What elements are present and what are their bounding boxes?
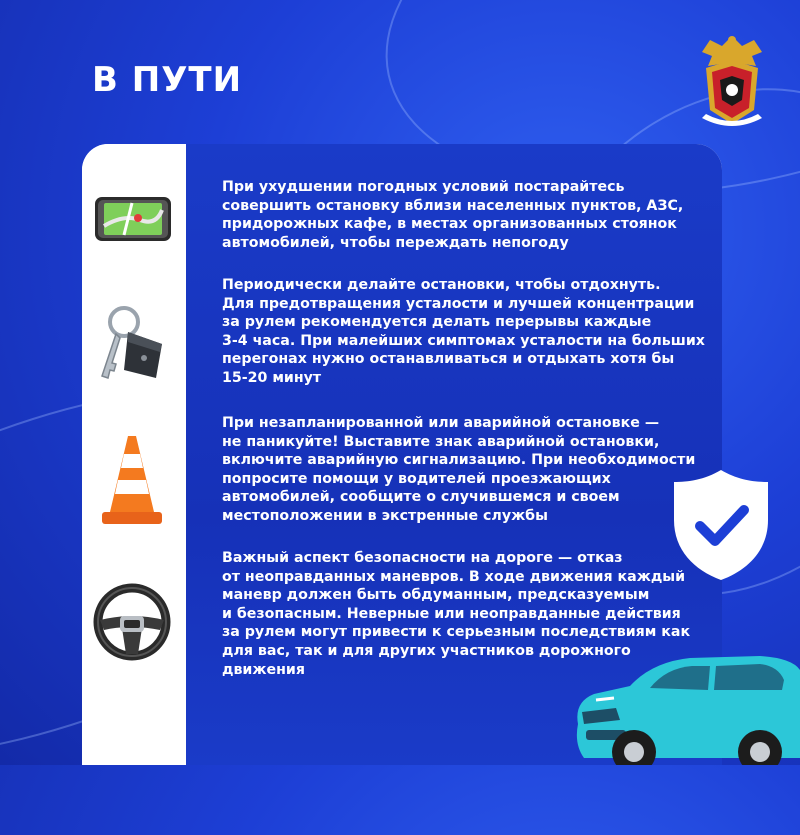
shield-check-icon	[668, 466, 774, 584]
paragraph-rest-stops	[222, 276, 705, 388]
paragraph-line: Периодически делайте остановки, чтобы отдохнуть.	[222, 277, 661, 293]
paragraph-weather	[222, 178, 702, 252]
paragraph-line: за рулем могут привести к серьезным последствиям как	[222, 624, 691, 641]
paragraph-line: не паникуйте! Выставите знак аварийной остановки,	[222, 433, 660, 450]
paragraph-line: местоположении в экстренные службы	[222, 507, 548, 524]
car-key-icon	[94, 300, 170, 384]
paragraph-line: от неоправданных маневров. В ходе движения каждый	[222, 568, 686, 585]
paragraph-line: придорожных кафе, в местах организованных стоянок	[222, 216, 677, 233]
navigator-icon	[94, 196, 172, 242]
paragraph-line: автомобилей, чтобы переждать непогоду	[222, 234, 569, 251]
car-illustration	[560, 640, 800, 765]
paragraph-line: Для предотвращения усталости и лучшей концентрации	[222, 295, 695, 312]
paragraph-line: автомобилей, сообщите о случившемся и своем	[222, 489, 620, 506]
paragraph-line: При ухудшении погодных условий постарайтесь	[222, 179, 625, 195]
paragraph-line: за рулем рекомендуется делать перерывы каждые	[222, 314, 652, 331]
paragraph-line: маневр должен быть обдуманным, предсказуемым	[222, 587, 650, 604]
page-title: В ПУТИ	[92, 60, 243, 100]
paragraph-line: движения	[222, 661, 305, 678]
paragraph-line: 15-20 минут	[222, 369, 322, 386]
steering-wheel-icon	[92, 582, 172, 662]
paragraph-line: совершить остановку вблизи населенных пунктов, АЗС,	[222, 197, 684, 214]
paragraph-line: включите аварийную сигнализацию. При необходимости	[222, 452, 696, 469]
paragraph-line: попросите помощи у водителей проезжающих	[222, 470, 611, 487]
police-emblem	[692, 30, 772, 134]
traffic-cone-icon	[100, 434, 164, 528]
paragraph-line: Важный аспект безопасности на дороге — отказ	[222, 550, 623, 566]
paragraph-line: и безопасным. Неверные или неоправданные действия	[222, 605, 681, 622]
paragraph-line: перегонах нужно останавливаться и отдыхать хотя бы	[222, 351, 675, 368]
paragraph-emergency-stop	[222, 414, 702, 526]
paragraph-line: 3-4 часа. При малейших симптомах усталости на больших	[222, 332, 705, 349]
paragraph-line: При незапланированной или аварийной остановке —	[222, 415, 660, 431]
paragraph-line: для вас, так и для других участников дорожного	[222, 642, 631, 659]
